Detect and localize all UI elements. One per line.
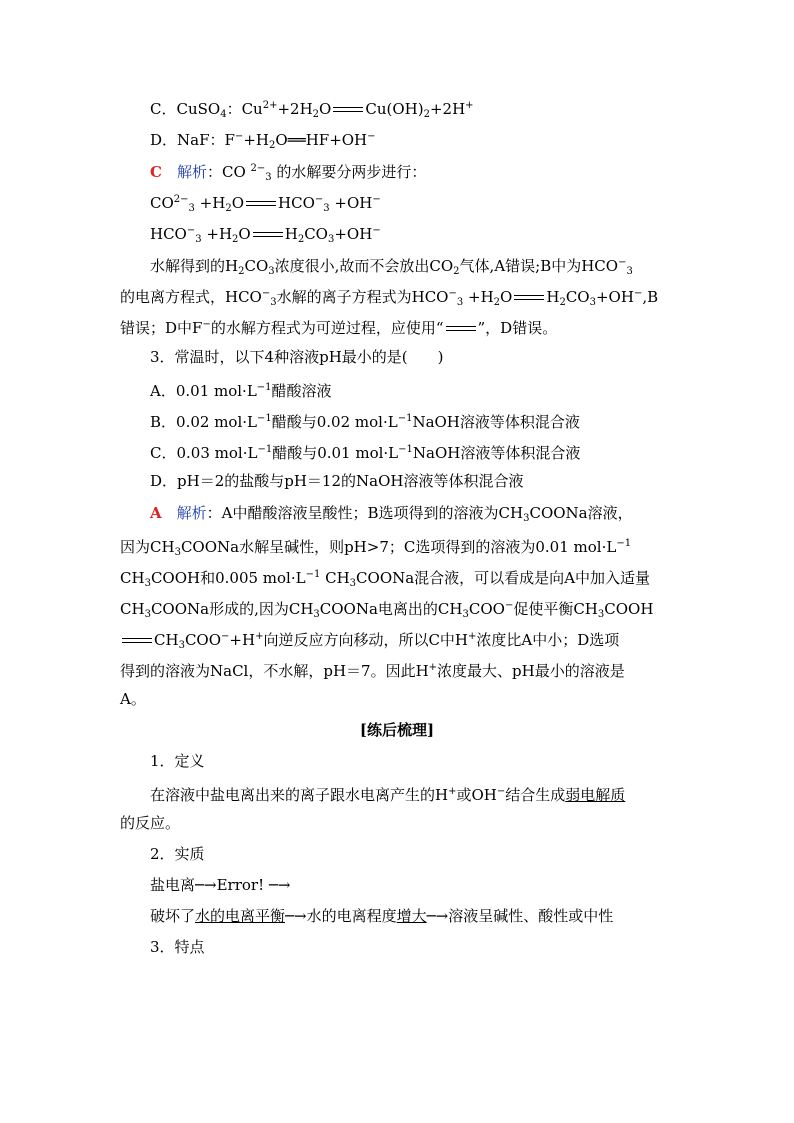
point-1-title: 1．定义	[150, 752, 205, 770]
answer-2-line-5: $CH_3COO^-+H^+$向逆反应方向移动，所以C中H+浓度比A中小；D选项	[120, 626, 619, 657]
point-1-text: 在溶液中盐电离出来的离子跟水电离产生的H+或OH−结合生成弱电解质	[150, 786, 626, 804]
answer-2-line-1: A 解析：A中醋酸溶液呈酸性；B选项得到的溶液为$CH_3COONa$溶液，	[150, 504, 633, 524]
point-2-line-1: 盐电离─→Error! ─→	[150, 876, 291, 894]
point-2-line-2: 破坏了水的电离平衡─→水的电离程度增大─→溶液呈碱性、酸性或中性	[150, 907, 614, 925]
point-3-title: 3．特点	[150, 938, 205, 956]
hydrolysis-step-1: $CO^{2-}_3 +H_2O$ $HCO^-_3 +OH^-$	[150, 194, 381, 214]
answer-1: C 解析：CO $^{2-}_3$ 的水解要分两步进行：	[150, 163, 427, 183]
option-d-equation: D．NaF：$F^-+H_2O══HF+OH^-$	[150, 131, 376, 151]
answer-2-line-4: $CH_3COONa$形成的,因为$CH_3COONa$电离出的$CH_3COO^-$促使平衡$CH_3COOH$	[120, 600, 654, 620]
hydrolysis-step-2: $HCO^-_3 +H_2O$ $H_2CO_3+OH^-$	[150, 225, 381, 245]
question-3-option-c: C．0.03 $mol\cdot L^{-1}$醋酸与0.01 $mol\cdot L^{-1}NaOH$溶液等体积混合液	[150, 444, 581, 462]
blank-increase: 增大	[396, 907, 427, 925]
answer-2-line-7: A。	[120, 690, 146, 708]
section-heading: [练后梳理]	[359, 721, 435, 739]
blank-weak-electrolyte: 弱电解质	[565, 786, 626, 804]
blank-water-ionization-equilibrium: 水的电离平衡	[195, 907, 286, 925]
explanation-line-2: 的电离方程式，$HCO^-_3$水解的离子方程式为$HCO^-_3 +H_2O$ $H_2CO_3+OH^-,B$	[120, 288, 659, 308]
question-3: 3．常温时，以下4种溶液pH最小的是( )	[150, 348, 444, 366]
question-3-option-b: B．0.02 $mol\cdot L^{-1}$醋酸与0.02 $mol\cdot L^{-1}NaOH$溶液等体积混合液	[150, 413, 580, 431]
explanation-line-3: 错误；D中F−的水解方程式为可逆过程，应使用“ ”，D错误。	[120, 319, 558, 337]
question-3-option-a: A．0.01 $mol\cdot L^{-1}$醋酸溶液	[150, 382, 332, 400]
answer-2-line-2: 因为$CH_3COONa$水解呈碱性，则pH>7；C选项得到的溶液为0.01 $mol\cdot L^{-1}$	[120, 538, 632, 558]
option-c-equation: C．CuSO$_4$：$Cu^{2+}+2H_2O$ $Cu(OH)_2+2H^+$	[150, 100, 474, 120]
point-1-text-cont: 的反应。	[120, 814, 181, 832]
question-3-option-d: D．pH＝2的盐酸与pH＝12的NaOH溶液等体积混合液	[150, 472, 524, 490]
answer-2-line-6: 得到的溶液为NaCl，不水解，pH＝7。因此H+浓度最大、pH最小的溶液是	[120, 662, 625, 680]
answer-2-line-3: $CH_3COOH$和0.005 $mol\cdot L^{-1}$ $CH_3COONa$混合液，可以看成是向A中加入适量	[120, 569, 651, 589]
explanation-line-1: 水解得到的$H_2CO_3$浓度很小,故而不会放出$CO_2$气体,A错误;B中为$HCO^-_3$	[150, 257, 633, 277]
point-2-title: 2．实质	[150, 845, 205, 863]
